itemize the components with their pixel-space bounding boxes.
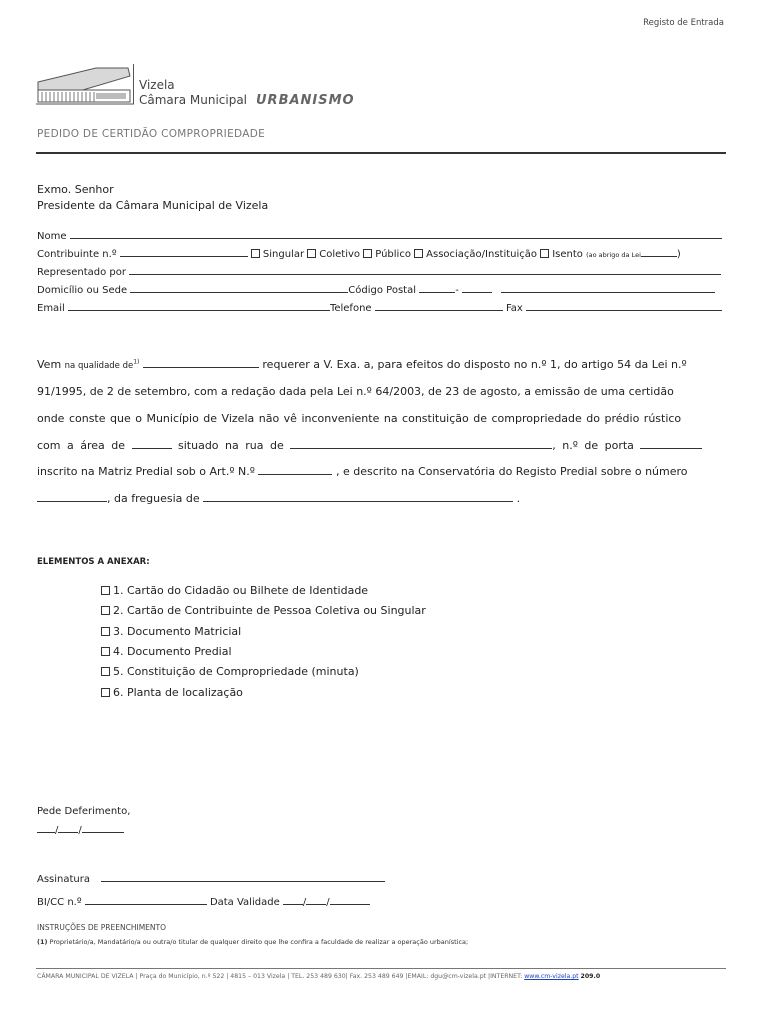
department-name: URBANISMO bbox=[256, 93, 355, 108]
postal-code-part1[interactable] bbox=[419, 283, 455, 293]
assinatura-field[interactable] bbox=[101, 872, 385, 882]
attachment-checkbox-5[interactable] bbox=[101, 667, 110, 676]
pede-deferimento: Pede Deferimento, bbox=[37, 806, 131, 817]
coletivo-label: Coletivo bbox=[319, 249, 361, 260]
validade-label: Data Validade bbox=[209, 897, 280, 908]
postal-dash: - bbox=[455, 285, 459, 296]
rua-field[interactable] bbox=[290, 439, 552, 449]
contribuinte-row bbox=[37, 247, 681, 260]
municipality-name: Vizela bbox=[139, 78, 175, 92]
attachment-item-3[interactable] bbox=[101, 625, 241, 638]
representado-row bbox=[37, 265, 721, 278]
registo-entrada-label: Registo de Entrada bbox=[643, 18, 724, 28]
attachment-item-2[interactable] bbox=[101, 604, 426, 617]
logo-divider bbox=[133, 64, 134, 104]
salutation-line2: Presidente da Câmara Municipal de Vizela bbox=[37, 199, 269, 212]
footer-text: CÂMARA MUNICIPAL DE VIZELA | Praça do Município, n.º 522 | 4815 – 013 Vizela | TEL. 253 489 630| Fax. 253 489 649 |EMAIL: dgu@cm-vizela.pt |INTERNET: bbox=[37, 973, 523, 980]
freguesia-field[interactable] bbox=[203, 492, 513, 502]
title-divider bbox=[36, 152, 726, 154]
body-requerer: requerer a V. Exa. a, para efeitos do disposto no n.º 1, do artigo 54 da Lei n.º bbox=[262, 358, 687, 371]
isento-checkbox[interactable] bbox=[540, 249, 549, 258]
body-porta-label: , n.º de porta bbox=[552, 439, 634, 452]
instruction-note-1 bbox=[37, 938, 468, 946]
attachment-item-5[interactable] bbox=[101, 665, 359, 678]
associacao-label: Associação/Instituição bbox=[426, 249, 538, 260]
bicc-field[interactable] bbox=[85, 895, 207, 905]
domicilio-field[interactable] bbox=[130, 283, 348, 293]
footer-website-link[interactable]: www.cm-vizela.pt bbox=[524, 973, 579, 980]
instructions-title: INSTRUÇÕES DE PREENCHIMENTO bbox=[37, 923, 167, 932]
attachment-item-1[interactable] bbox=[101, 584, 368, 597]
council-name: Câmara Municipal bbox=[139, 93, 248, 107]
body-line-4 bbox=[37, 439, 702, 452]
representado-field[interactable] bbox=[129, 265, 721, 275]
associacao-checkbox[interactable] bbox=[414, 249, 423, 258]
attachments-title: ELEMENTOS A ANEXAR: bbox=[37, 557, 150, 567]
publico-checkbox[interactable] bbox=[363, 249, 372, 258]
area-field[interactable] bbox=[132, 439, 172, 449]
domicilio-row bbox=[37, 283, 715, 296]
body-period: . bbox=[516, 492, 521, 505]
salutation-line1: Exmo. Senhor bbox=[37, 183, 114, 196]
body-line-2: 91/1995, de 2 de setembro, com a redação dada pela Lei n.º 64/2003, de 23 de agosto, a emissão de uma certidão bbox=[37, 385, 674, 398]
validade-day-field[interactable] bbox=[283, 895, 303, 905]
body-area-label: com a área de bbox=[37, 439, 126, 452]
representado-label: Representado por bbox=[37, 267, 127, 278]
artigo-field[interactable] bbox=[258, 465, 332, 475]
codigo-postal-label: Código Postal bbox=[348, 285, 416, 296]
validade-year-field[interactable] bbox=[330, 895, 370, 905]
body-qualidade: na qualidade de bbox=[64, 361, 134, 371]
isento-label: Isento bbox=[552, 249, 583, 260]
form-title: PEDIDO DE CERTIDÃO COMPROPRIEDADE bbox=[37, 128, 266, 140]
close-paren: ) bbox=[676, 249, 681, 260]
email-label: Email bbox=[37, 303, 65, 314]
email-field[interactable] bbox=[68, 301, 330, 311]
nome-label: Nome bbox=[37, 231, 67, 242]
fax-field[interactable] bbox=[526, 301, 722, 311]
body-rua-label: situado na rua de bbox=[178, 439, 284, 452]
footer bbox=[37, 973, 600, 980]
attachment-label-1: 1. Cartão do Cidadão ou Bilhete de Identidade bbox=[113, 584, 369, 597]
note-text: Proprietário/a, Mandatário/a ou outra/o titular de qualquer direito que lhe confira a faculdade de realizar a operação urbanística; bbox=[49, 938, 469, 946]
numero-field[interactable] bbox=[37, 492, 107, 502]
date-month-field[interactable] bbox=[58, 823, 78, 833]
validade-month-field[interactable] bbox=[306, 895, 326, 905]
footer-code: 209.0 bbox=[580, 973, 601, 980]
body-line-3: onde conste que o Município de Vizela não vê inconveniente na constituição de compropriedade do prédio rústico bbox=[37, 412, 682, 425]
attachment-label-4: 4. Documento Predial bbox=[113, 645, 232, 658]
attachment-checkbox-3[interactable] bbox=[101, 627, 110, 636]
porta-field[interactable] bbox=[640, 439, 702, 449]
contribuinte-field[interactable] bbox=[120, 247, 248, 257]
telefone-field[interactable] bbox=[375, 301, 503, 311]
bicc-row: BI/CC n.º Data Validade / / bbox=[37, 895, 370, 908]
contribuinte-label: Contribuinte n.º bbox=[37, 249, 117, 260]
nome-field[interactable] bbox=[70, 229, 722, 239]
footer-divider bbox=[36, 968, 726, 969]
attachment-label-5: 5. Constituição de Compropriedade (minuta) bbox=[113, 665, 359, 678]
attachment-checkbox-4[interactable] bbox=[101, 647, 110, 656]
body-conservatoria-label: , e descrito na Conservatória do Registo Predial sobre o número bbox=[335, 465, 688, 478]
attachment-checkbox-2[interactable] bbox=[101, 606, 110, 615]
date-year-field[interactable] bbox=[82, 823, 124, 833]
lei-field[interactable] bbox=[641, 247, 677, 257]
attachment-item-4[interactable] bbox=[101, 645, 232, 658]
nome-row bbox=[37, 229, 722, 242]
domicilio-label: Domicílio ou Sede bbox=[37, 285, 128, 296]
body-line-5 bbox=[37, 465, 688, 478]
city-hall-logo-icon bbox=[36, 62, 136, 106]
postal-code-part2[interactable] bbox=[462, 283, 492, 293]
attachment-checkbox-6[interactable] bbox=[101, 688, 110, 697]
body-line-1: Vem na qualidade $de^{1)}$ requerer a V. Exa. a, para efeitos do disposto no n.º 1, do artigo 54 da Lei n.º bbox=[37, 358, 687, 371]
attachment-item-6[interactable] bbox=[101, 686, 243, 699]
date-row: / / bbox=[37, 823, 124, 836]
body-freguesia-label: , da freguesia de bbox=[107, 492, 200, 505]
publico-label: Público bbox=[375, 249, 411, 260]
attachment-label-6: 6. Planta de localização bbox=[113, 686, 243, 699]
assinatura-row bbox=[37, 872, 385, 885]
date-day-field[interactable] bbox=[37, 823, 55, 833]
note-number: (1) bbox=[37, 938, 48, 946]
ao-abrigo-label: (ao abrigo da Lei bbox=[586, 251, 641, 259]
qualidade-field[interactable] bbox=[143, 358, 259, 368]
body-matriz-label: inscrito na Matriz Predial sob o Art.º N.º bbox=[37, 465, 255, 478]
contacts-row bbox=[37, 301, 722, 314]
attachment-label-3: 3. Documento Matricial bbox=[113, 625, 242, 638]
telefone-label: Telefone bbox=[329, 303, 372, 314]
attachment-checkbox-1[interactable] bbox=[101, 586, 110, 595]
fax-label: Fax bbox=[505, 303, 523, 314]
body-line-6 bbox=[37, 492, 520, 505]
singular-checkbox[interactable] bbox=[251, 249, 260, 258]
attachment-label-2: 2. Cartão de Contribuinte de Pessoa Coletiva ou Singular bbox=[113, 604, 426, 617]
coletivo-checkbox[interactable] bbox=[307, 249, 316, 258]
bicc-label: BI/CC n.º bbox=[37, 897, 82, 908]
localidade-field[interactable] bbox=[501, 283, 715, 293]
singular-label: Singular bbox=[262, 249, 305, 260]
assinatura-label: Assinatura bbox=[37, 874, 91, 885]
body-vem: Vem bbox=[37, 358, 62, 371]
